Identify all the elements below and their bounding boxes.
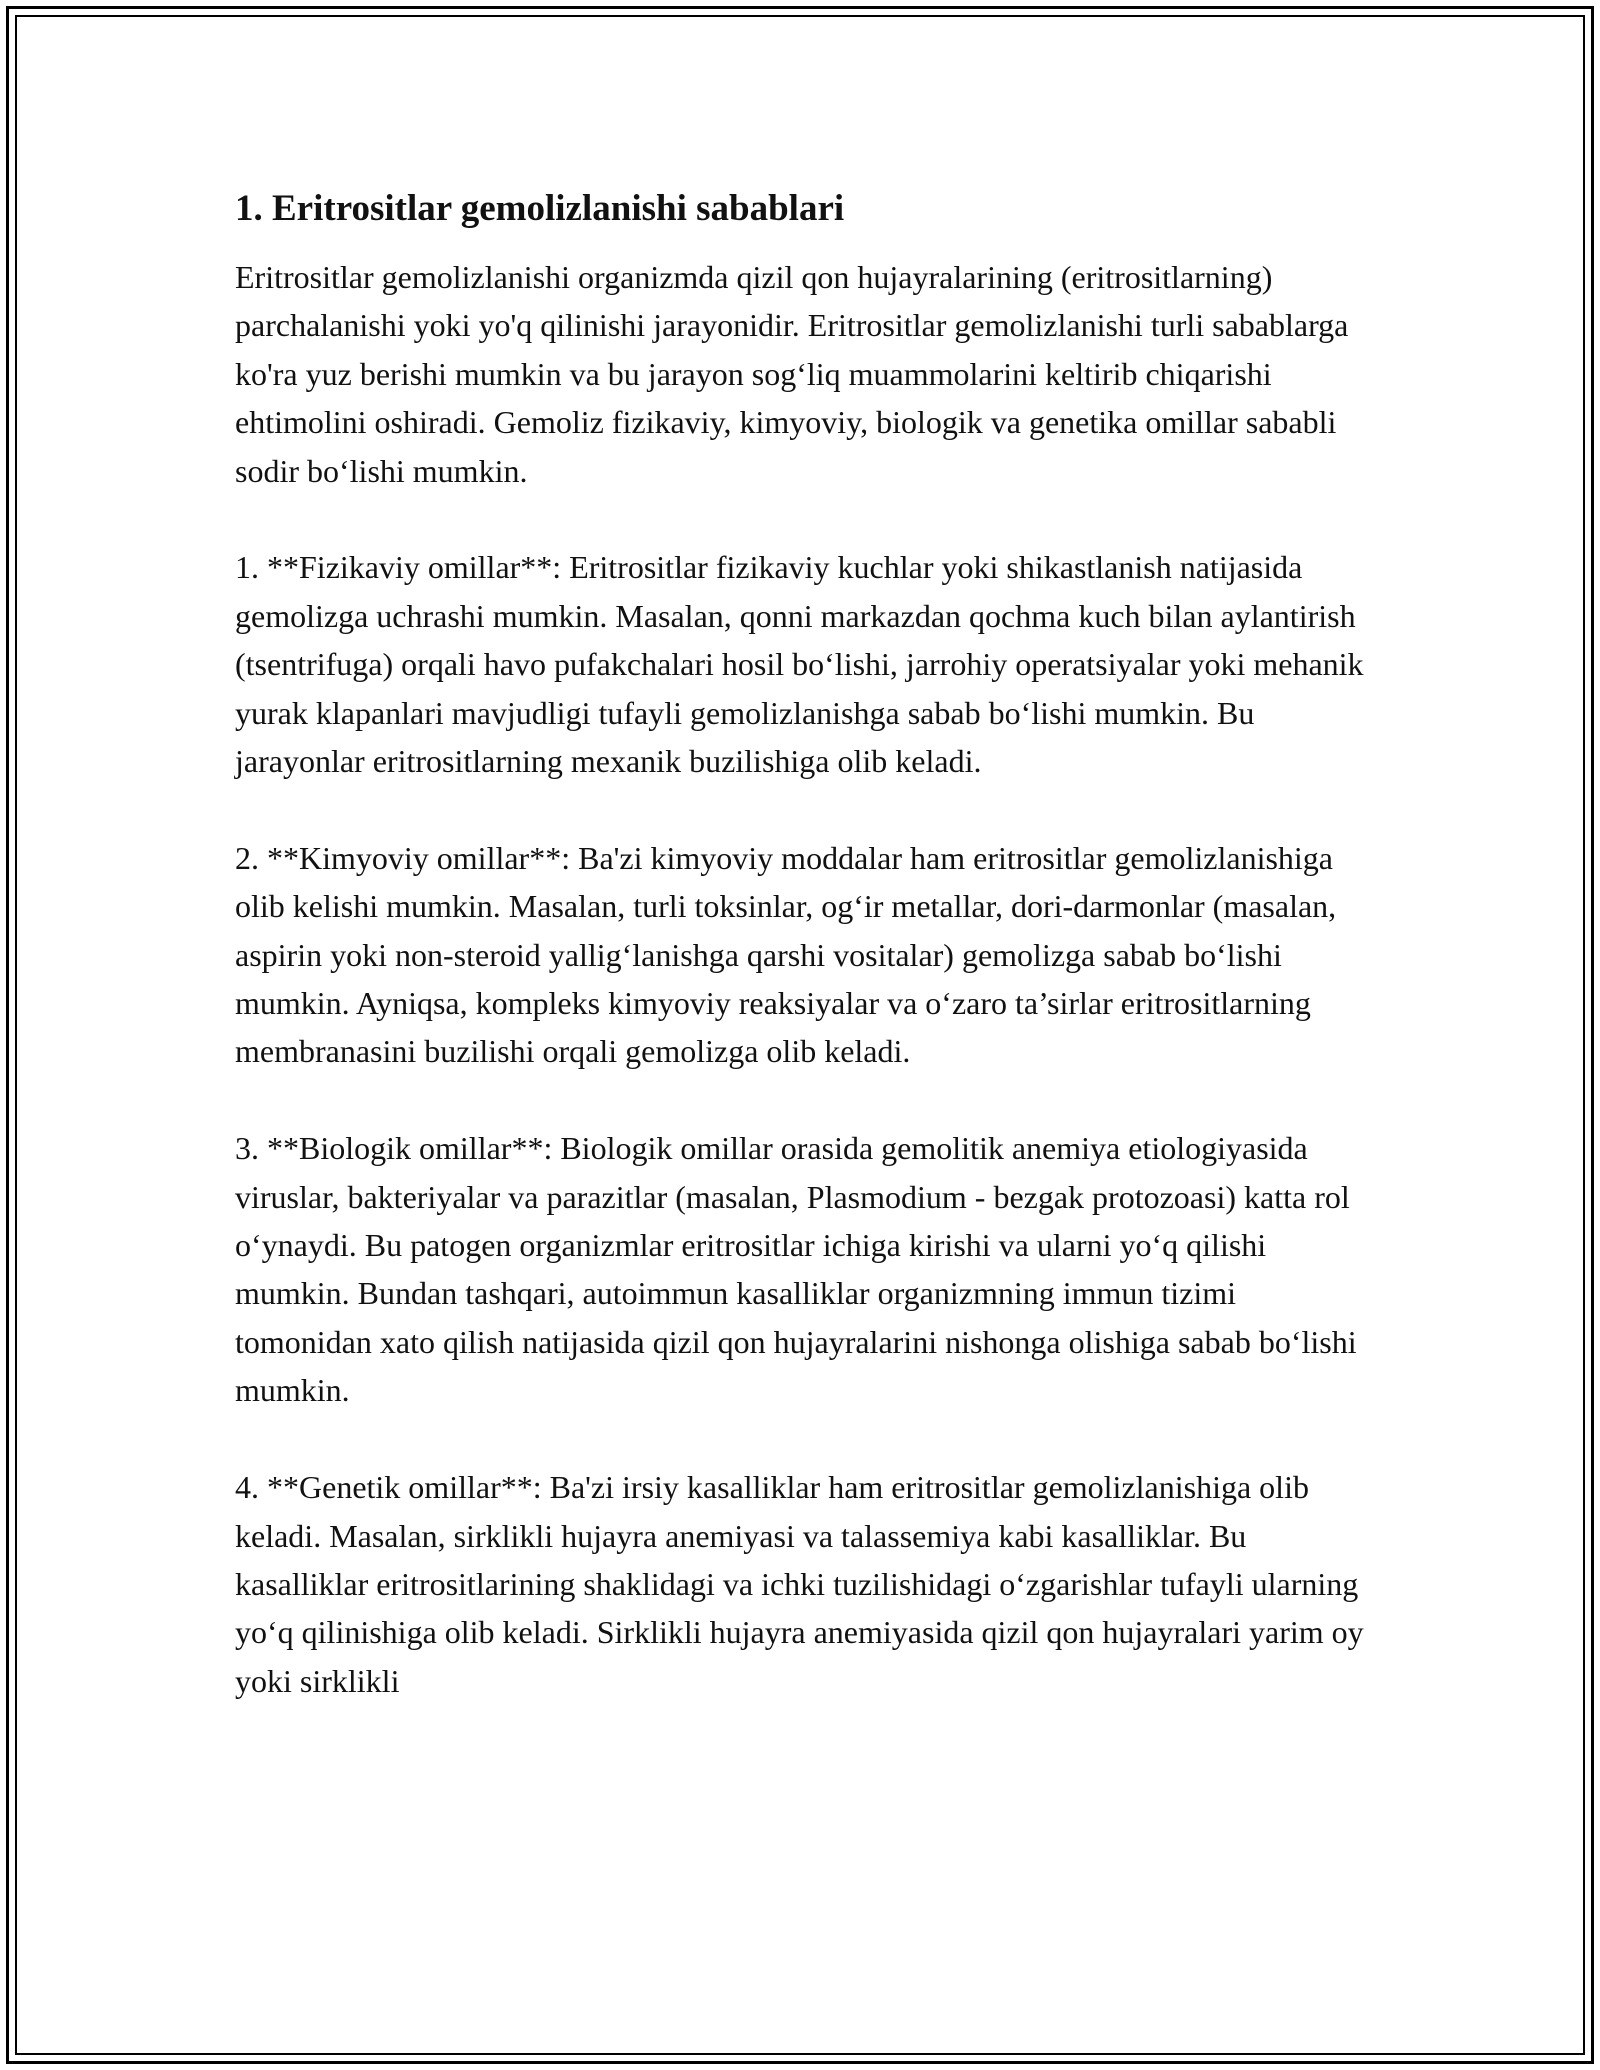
section-heading: 1. Eritrositlar gemolizlanishi sabablari bbox=[235, 188, 845, 229]
document-body bbox=[235, 185, 1365, 1705]
paragraph-genetic-factors: 4. **Genetik omillar**: Ba'zi irsiy kasalliklar ham eritrositlar gemolizlanishiga olib keladi. Masalan, sirklikli hujayra anemiyasi va talassemiya kabi kasalliklar. Bu kasalliklar eritrositlarining shaklidagi va ichki tuzilishidagi o‘zgarishlar tufayli ularning yo‘q qilinishiga olib keladi. Sirklikli hujayra anemiyasida qizil qon hujayralari yarim oy yoki sirklikli bbox=[235, 1469, 1364, 1699]
paragraph-chemical-factors: 2. **Kimyoviy omillar**: Ba'zi kimyoviy moddalar ham eritrositlar gemolizlanishiga olib kelishi mumkin. Masalan, turli toksinlar, og‘ir metallar, dori-darmonlar (masalan, aspirin yoki non-steroid yallig‘lanishga qarshi vositalar) gemolizga sabab bo‘lishi mumkin. Ayniqsa, kompleks kimyoviy reaksiyalar va o‘zaro ta’sirlar eritrositlarning membranasini buzilishi orqali gemolizga olib keladi. bbox=[235, 839, 1337, 1070]
paragraph-physical-factors: 1. **Fizikaviy omillar**: Eritrositlar fizikaviy kuchlar yoki shikastlanish natijasida gemolizga uchrashi mumkin. Masalan, qonni markazdan qochma kuch bilan aylantirish (tsentrifuga) orqali havo pufakchalari hosil bo‘lishi, jarrohiy operatsiyalar yoki mehanik yurak klapanlari mavjudligi tufayli gemolizlanishga sabab bo‘lishi mumkin. Bu jarayonlar eritrositlarning mexanik buzilishiga olib keladi. bbox=[235, 549, 1364, 780]
intro-paragraph: Eritrositlar gemolizlanishi organizmda qizil qon hujayralarining (eritrositlarning) parchalanishi yoki yo'q qilinishi jarayonidir. Eritrositlar gemolizlanishi turli sabablarga ko'ra yuz berishi mumkin va bu jarayon sog‘liq muammolarini keltirib chiqarishi ehtimolini oshiradi. Gemoliz fizikaviy, kimyoviy, biologik va genetika omillar sababli sodir bo‘lishi mumkin. bbox=[235, 259, 1349, 489]
paragraph-biological-factors: 3. **Biologik omillar**: Biologik omillar orasida gemolitik anemiya etiologiyasida viruslar, bakteriyalar va parazitlar (masalan, Plasmodium - bezgak protozoasi) katta rol o‘ynaydi. Bu patogen organizmlar eritrositlar ichiga kirishi va ularni yo‘q qilishi mumkin. Bundan tashqari, autoimmun kasalliklar organizmning immun tizimi tomonidan xato qilish natijasida qizil qon hujayralarini nishonga olishiga sabab bo‘lishi mumkin. bbox=[235, 1130, 1357, 1409]
